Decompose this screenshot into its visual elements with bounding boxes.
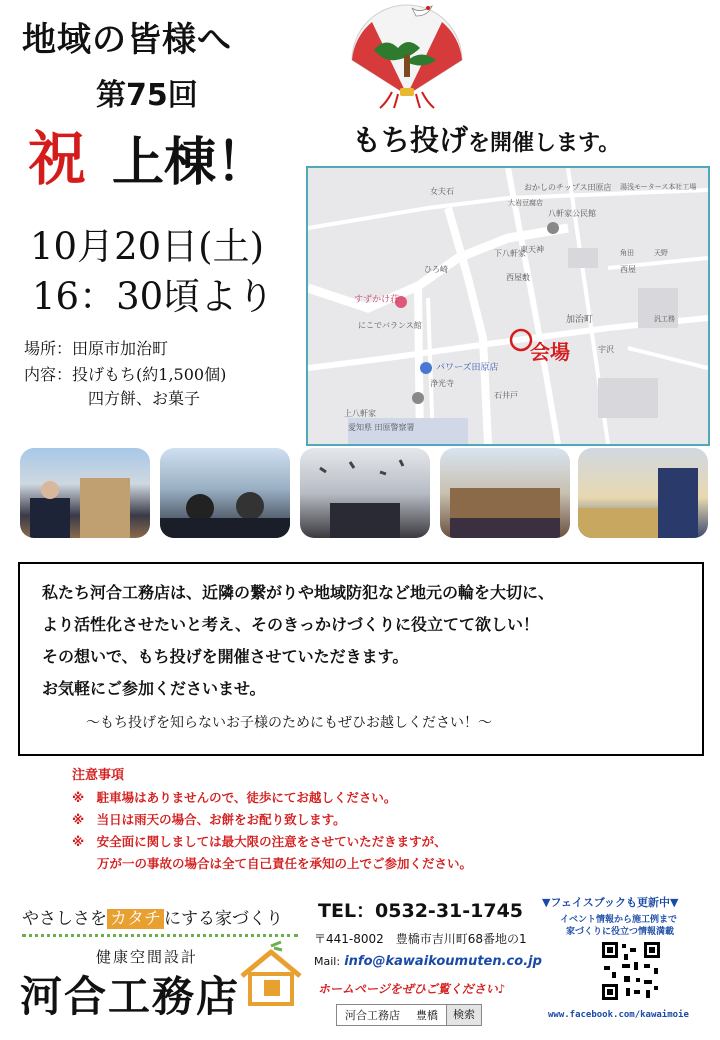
title-joto: 上棟！ bbox=[112, 133, 269, 193]
map-label: おかしのチップス田原店 bbox=[524, 183, 612, 192]
mail-label: Mail: bbox=[314, 955, 341, 968]
headline-mochinage-b: を開催します。 bbox=[468, 131, 621, 156]
map-label: 汎工務 bbox=[654, 315, 675, 323]
map-label: 西屋敷 bbox=[506, 273, 530, 282]
facebook-desc-2: 家づくりに役立つ情報満載 bbox=[566, 927, 675, 937]
search-button[interactable]: 検索 bbox=[446, 1005, 481, 1025]
map-label: 角田 bbox=[620, 249, 634, 257]
company-tel[interactable]: TEL：0532-31-1745 bbox=[318, 900, 524, 922]
message-box bbox=[18, 562, 704, 756]
headline-mochinage bbox=[352, 118, 620, 159]
company-subtitle: 健康空間設計 bbox=[96, 948, 199, 966]
event-photo bbox=[578, 448, 708, 538]
facebook-title: ▼フェイスブックも更新中▼ bbox=[542, 896, 679, 909]
title-75th: 第75回 bbox=[96, 78, 198, 113]
map-label: 加治町 bbox=[566, 315, 594, 325]
map-label: 西屋 bbox=[620, 265, 636, 274]
headline-mochinage-a: もち投げ bbox=[352, 123, 469, 157]
map-label: パワーズ田原店 bbox=[436, 363, 499, 373]
place-value: 田原市加治町 bbox=[72, 339, 169, 358]
map-label: 天野 bbox=[654, 249, 668, 257]
map-label: 愛知県 田原警察署 bbox=[348, 423, 415, 432]
message-line-2: より活性化させたいと考え、そのきっかけづくりに役立てて欲しい！ bbox=[42, 615, 539, 634]
company-name-logo: 河合工務店 bbox=[20, 972, 241, 1021]
facebook-desc-1: イベント情報から施工例まで bbox=[560, 915, 678, 925]
event-photo bbox=[160, 448, 290, 538]
search-term-a: 河合工務店 bbox=[345, 1009, 400, 1022]
event-content-2: 四方餅、お菓子 bbox=[88, 389, 201, 408]
map-label: 湯浅モータース本社工場 bbox=[620, 183, 697, 191]
message-line-3: その想いで、もち投げを開催させていただきます。 bbox=[42, 647, 409, 666]
tagline-c: にする家づくり bbox=[164, 909, 283, 929]
message-line-4: お気軽にご参加くださいませ。 bbox=[42, 679, 266, 698]
map-venue-label: 会場 bbox=[530, 340, 570, 364]
search-box[interactable] bbox=[336, 1004, 482, 1026]
map-label: 大岩豆腐店 bbox=[508, 199, 543, 207]
photo-graphic bbox=[160, 448, 290, 538]
event-content bbox=[24, 362, 226, 385]
event-place bbox=[24, 336, 168, 359]
notes-title: 注意事項 bbox=[72, 768, 125, 783]
map-label: 東天神 bbox=[520, 245, 544, 254]
place-label: 場所： bbox=[24, 339, 73, 358]
homepage-invite: ホームページをぜひご覧ください♪ bbox=[318, 982, 506, 996]
map-label: 上八軒家 bbox=[344, 409, 376, 418]
title-to-residents: 地域の皆様へ bbox=[22, 20, 232, 60]
map-label: にこでバランス館 bbox=[358, 321, 422, 330]
tagline-b: カタチ bbox=[107, 909, 164, 929]
tagline-a: やさしさを bbox=[22, 909, 107, 929]
photo-graphic bbox=[20, 448, 150, 538]
photo-graphic bbox=[300, 448, 430, 538]
map-label: すずかけ荘 bbox=[354, 295, 400, 305]
map-label: 宇沢 bbox=[598, 345, 614, 354]
map-label: 下八軒家 bbox=[494, 249, 526, 258]
notes-item: ※ 駐車場はありませんので、徒歩にてお越しください。 bbox=[72, 790, 397, 805]
event-time: 16：30頃より bbox=[32, 275, 275, 318]
qr-code-icon[interactable] bbox=[600, 940, 662, 1002]
title-iwai: 祝 bbox=[28, 125, 87, 193]
map-label: ひろ崎 bbox=[424, 265, 448, 274]
map-graphic bbox=[308, 168, 708, 444]
house-logo-icon bbox=[236, 940, 306, 1010]
map-label: 石井戸 bbox=[494, 391, 518, 400]
content-value-1: 投げもち(約1,500個) bbox=[72, 365, 227, 384]
event-date: 10月20日(土) bbox=[30, 225, 265, 268]
dotted-divider bbox=[22, 934, 298, 937]
event-photo bbox=[20, 448, 150, 538]
venue-map[interactable] bbox=[306, 166, 710, 446]
company-address: 〒441-8002 豊橋市吉川町68番地の1 bbox=[314, 932, 527, 946]
map-label: 八軒家公民館 bbox=[548, 209, 596, 218]
company-mail[interactable] bbox=[314, 954, 542, 969]
mail-address[interactable]: info@kawaikoumuten.co.jp bbox=[344, 954, 542, 969]
notes-item: ※ 安全面に関しましては最大限の注意をさせていただきますが、 bbox=[72, 834, 447, 849]
notes-item: ※ 当日は雨天の場合、お餅をお配り致します。 bbox=[72, 812, 346, 827]
map-label: 女夫石 bbox=[430, 187, 454, 196]
photo-graphic bbox=[440, 448, 570, 538]
content-label: 内容： bbox=[24, 365, 73, 384]
company-tagline bbox=[22, 904, 283, 929]
event-photo bbox=[300, 448, 430, 538]
photo-graphic bbox=[578, 448, 708, 538]
notes-item: 万が一の事故の場合は全て自己責任を承知の上でご参加ください。 bbox=[72, 856, 473, 871]
message-line-5: ～もち投げを知らないお子様のためにもぜひお越しください！～ bbox=[86, 715, 492, 731]
facebook-url[interactable]: www.facebook.com/kawaimoie bbox=[548, 1010, 689, 1020]
map-label: 浄光寺 bbox=[430, 379, 454, 388]
folding-fan-illustration bbox=[332, 0, 482, 110]
search-term-b: 豊橋 bbox=[416, 1009, 438, 1022]
event-photo bbox=[440, 448, 570, 538]
message-line-1: 私たち河合工務店は、近隣の繋がりや地域防犯など地元の輪を大切に、 bbox=[42, 583, 555, 602]
